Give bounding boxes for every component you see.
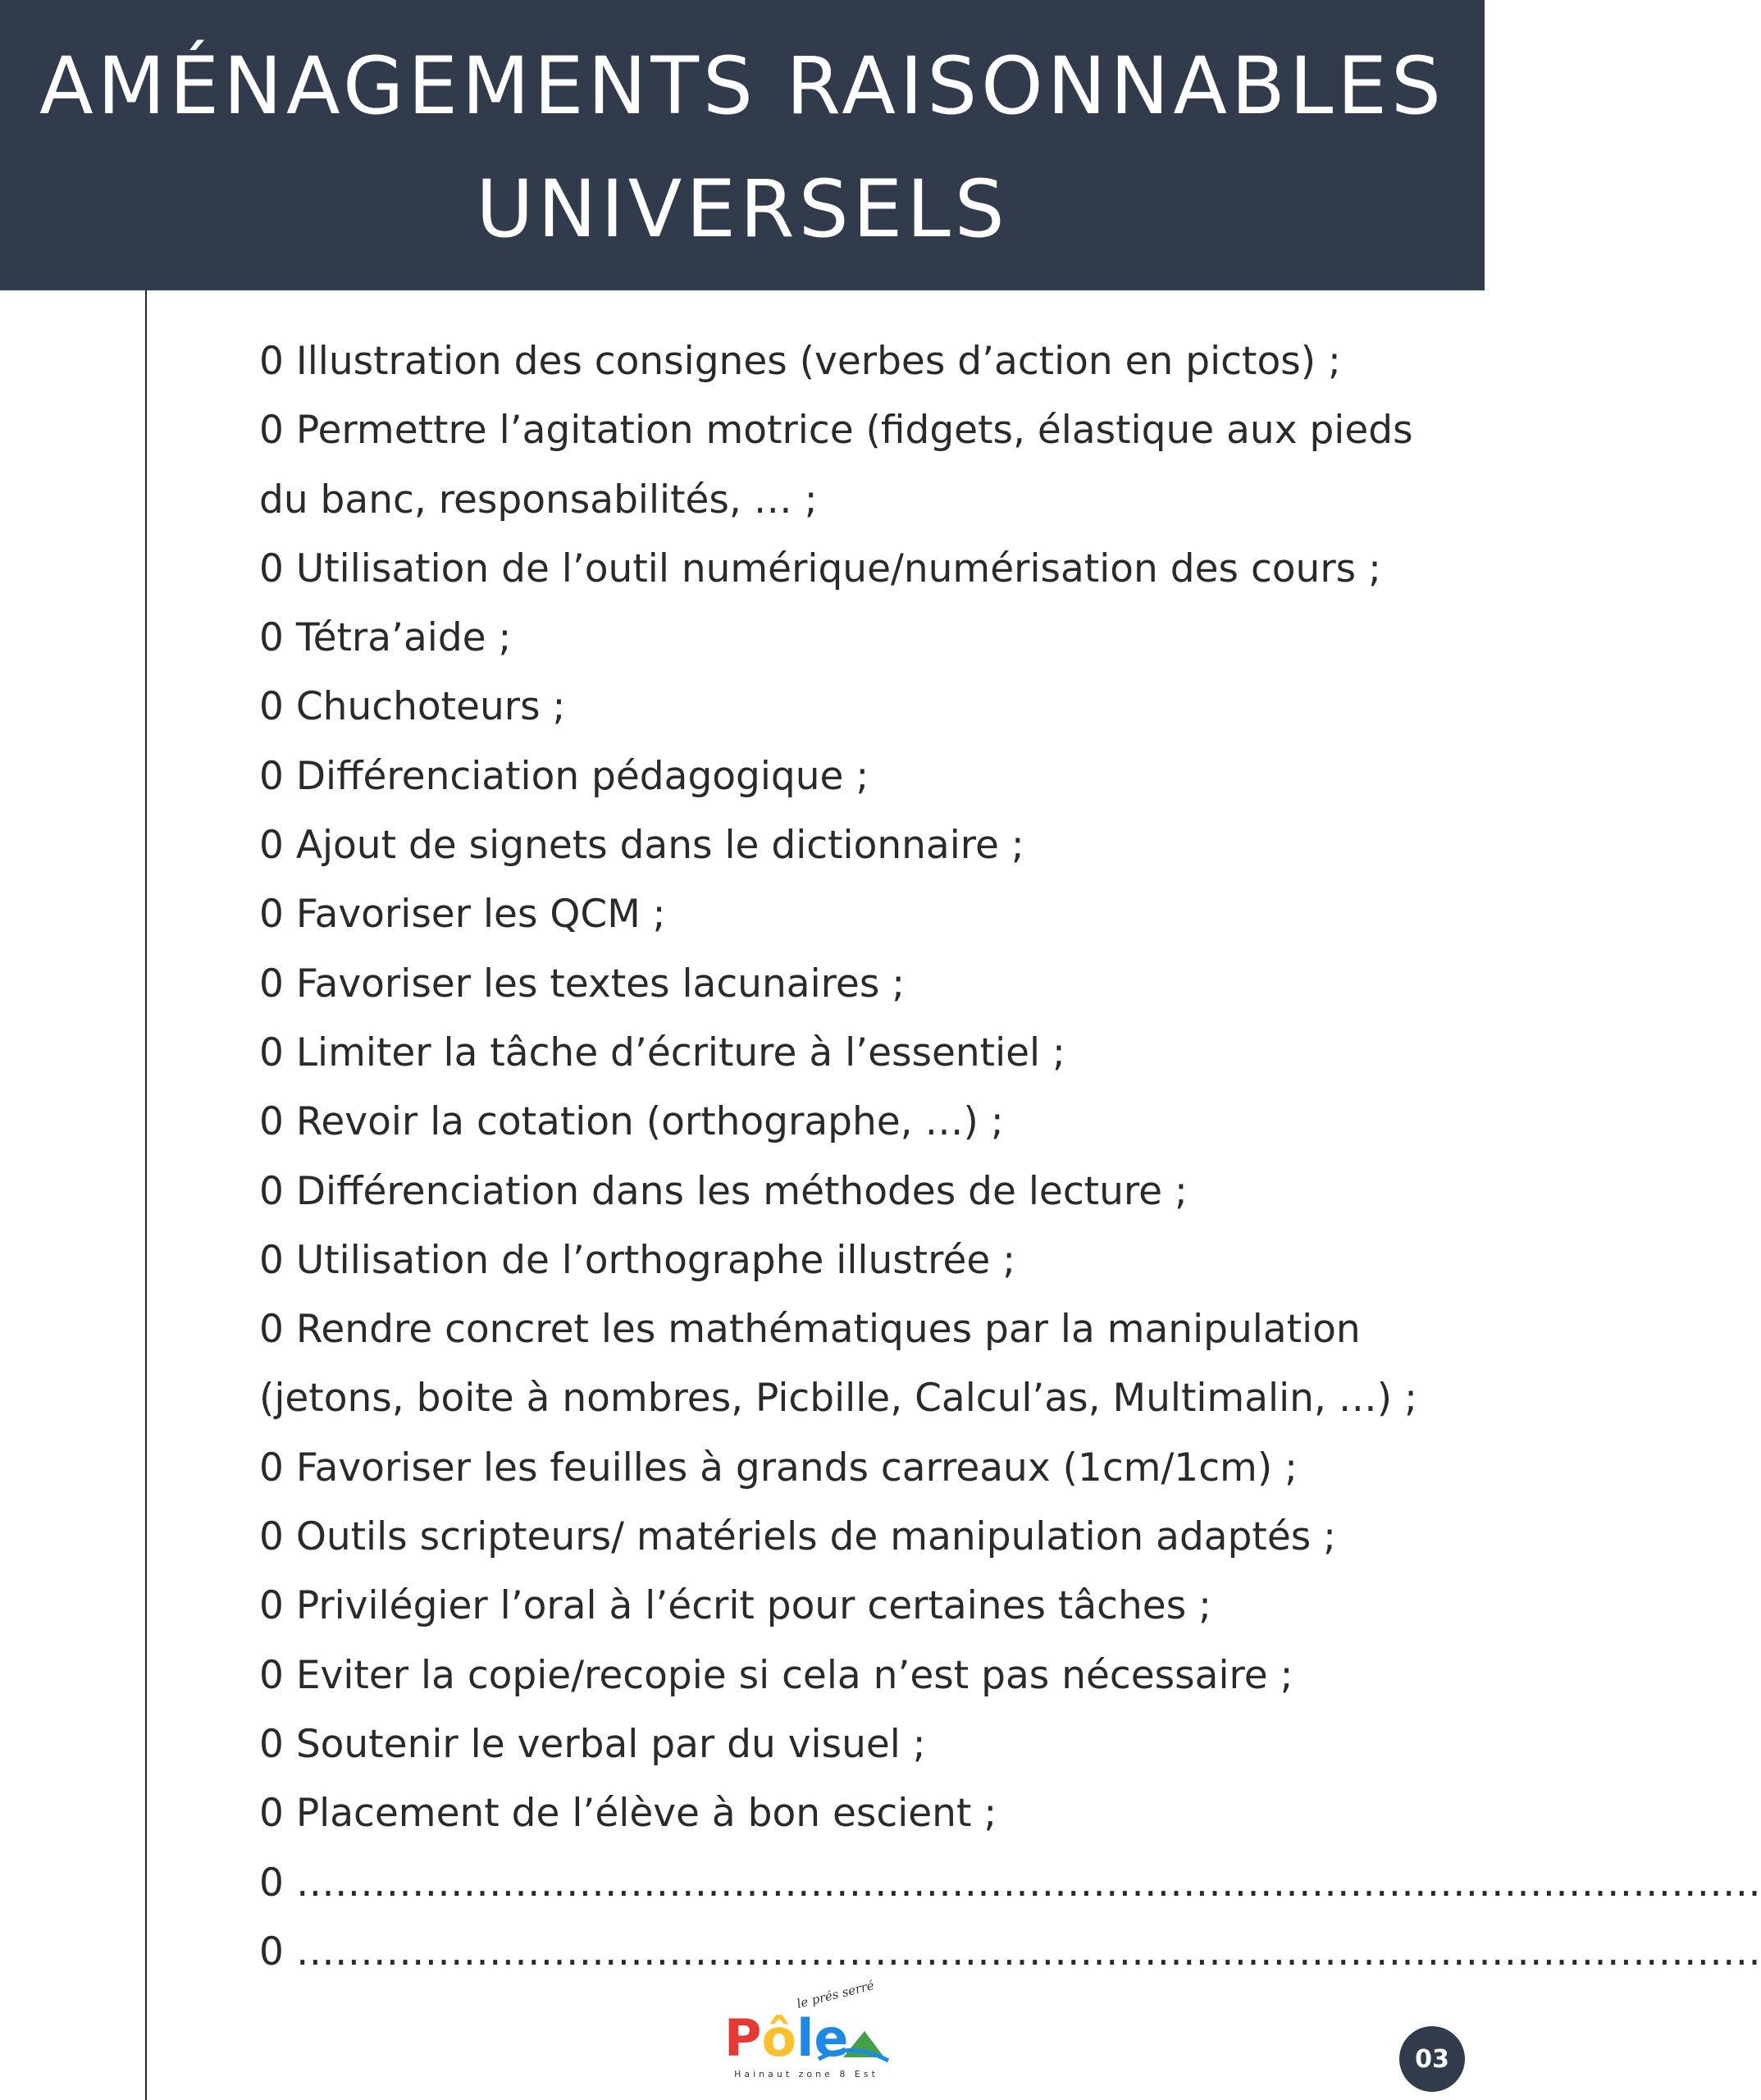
list-item: 0 Revoir la cotation (orthographe, …) ; — [259, 1099, 1004, 1145]
list-item: 0 Permettre l’agitation motrice (fidgets, élastique aux pieds — [259, 408, 1413, 454]
list-item: 0 Différenciation dans les méthodes de lecture ; — [259, 1168, 1188, 1214]
logo-tagline: le prés serré — [795, 1978, 876, 2011]
list-item: 0 Tétra’aide ; — [259, 615, 512, 661]
list-item: 0 Illustration des consignes (verbes d’action en pictos) ; — [259, 339, 1341, 384]
page-header — [0, 0, 1485, 290]
page-number-badge: 03 — [1399, 2026, 1465, 2092]
list-item: 0 Utilisation de l’orthographe illustrée ; — [259, 1237, 1016, 1283]
logo-subtitle: Hainaut zone 8 Est — [734, 2069, 878, 2079]
left-margin-rule — [145, 290, 147, 2100]
list-item: 0 Privilégier l’oral à l’écrit pour certaines tâches ; — [259, 1583, 1211, 1629]
accommodations-list — [259, 327, 1761, 1987]
list-item: 0 Rendre concret les mathématiques par la manipulation — [259, 1307, 1361, 1353]
page-title-line-1: AMÉNAGEMENTS RAISONNABLES — [39, 40, 1445, 132]
list-item: 0 Soutenir le verbal par du visuel ; — [259, 1721, 926, 1767]
list-item: 0 Favoriser les textes lacunaires ; — [259, 961, 906, 1007]
list-item: 0 Chuchoteurs ; — [259, 684, 566, 730]
pole-logo — [720, 1978, 892, 2082]
list-item: 0 Ajout de signets dans le dictionnaire ; — [259, 823, 1024, 869]
page-title-line-2: UNIVERSELS — [476, 163, 1009, 255]
list-item: 0 Favoriser les QCM ; — [259, 892, 666, 938]
pole-logo-graphic — [720, 1978, 892, 2082]
list-item-continuation: du banc, responsabilités, … ; — [259, 477, 818, 523]
list-item: 0 Eviter la copie/recopie si cela n’est pas nécessaire ; — [259, 1652, 1293, 1698]
blank-item-line: 0 …………………………………………………………………………………………………… — [259, 1860, 1761, 1906]
logo-word: Pôle — [724, 2008, 849, 2068]
list-item: 0 Utilisation de l’outil numérique/numérisation des cours ; — [259, 546, 1381, 591]
list-item: 0 Différenciation pédagogique ; — [259, 753, 869, 799]
blank-item-line: 0 …………………………………………………………………………………………………… — [259, 1929, 1761, 1974]
list-item-continuation: (jetons, boite à nombres, Picbille, Calcul’as, Multimalin, …) ; — [259, 1376, 1417, 1422]
list-item: 0 Placement de l’élève à bon escient ; — [259, 1791, 997, 1837]
list-item: 0 Limiter la tâche d’écriture à l’essentiel ; — [259, 1029, 1065, 1075]
list-item: 0 Outils scripteurs/ matériels de manipulation adaptés ; — [259, 1514, 1337, 1560]
list-item: 0 Favoriser les feuilles à grands carreaux (1cm/1cm) ; — [259, 1445, 1298, 1491]
